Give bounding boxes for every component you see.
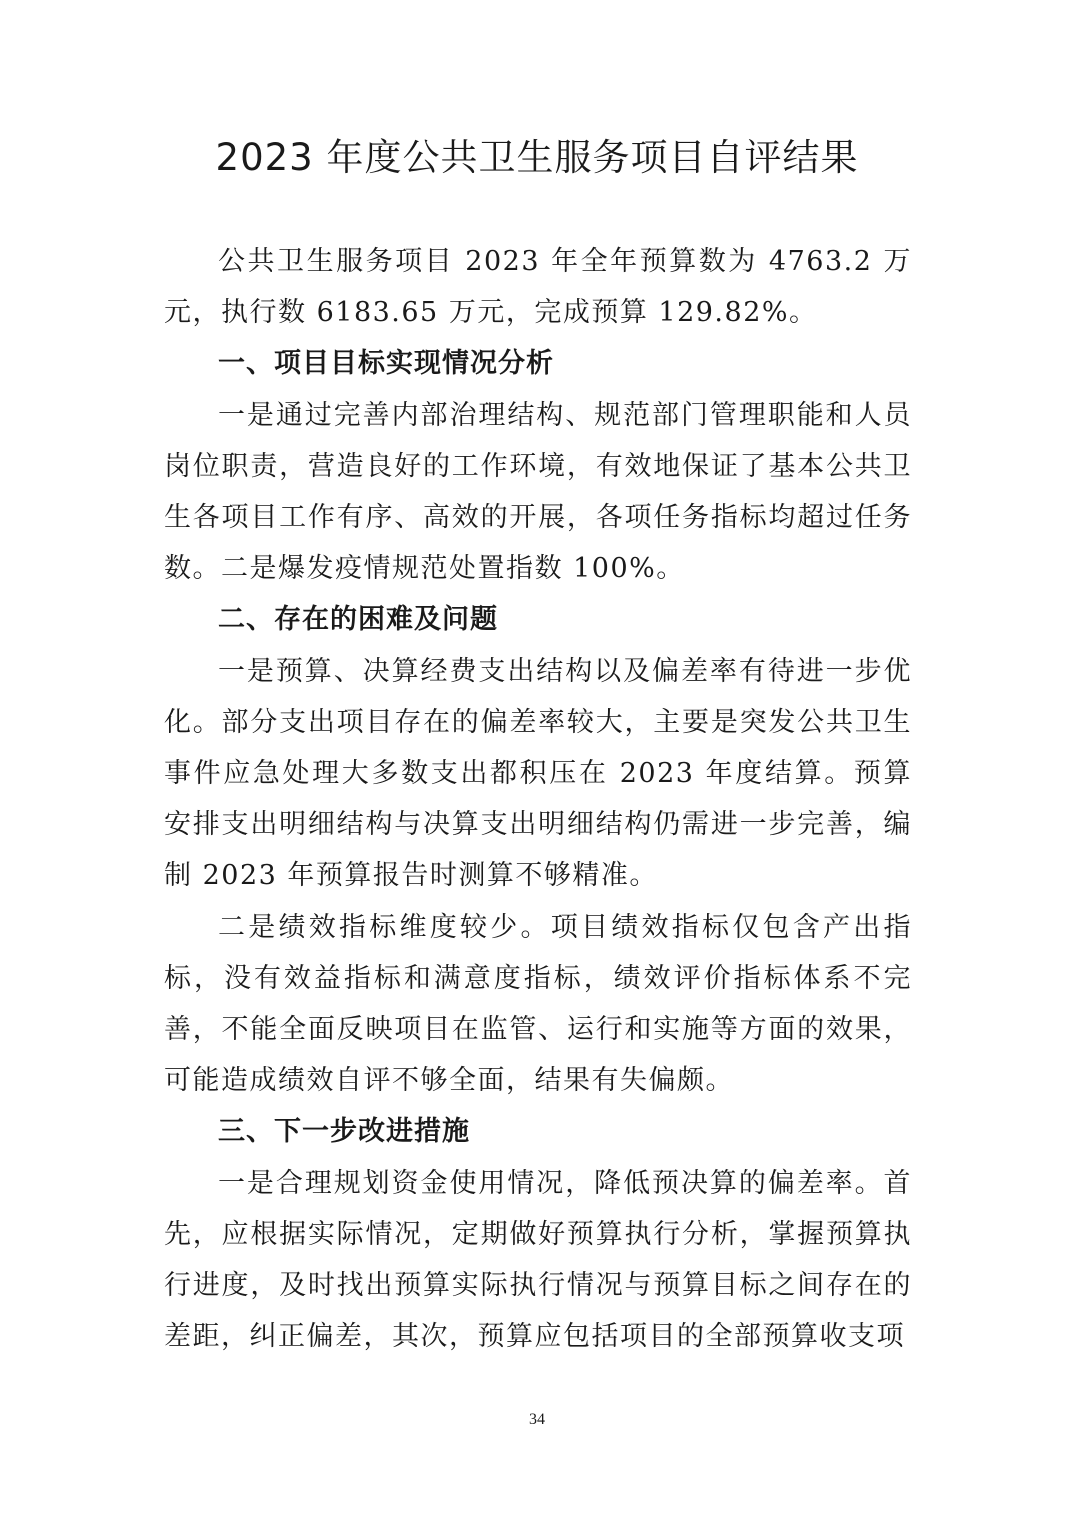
document-title: 2023 年度公共卫生服务项目自评结果 [215, 136, 859, 179]
section-heading-improvements: 三、下一步改进措施 [218, 1116, 470, 1148]
section-problems-paragraph-2: 二是绩效指标维度较少。项目绩效指标仅包含产出指标，没有效益指标和满意度指标，绩效评价指标体系不完善，不能全面反映项目在监管、运行和实施等方面的效果，可能造成绩效自评不够全面，结果有失偏颇。 [164, 911, 912, 1097]
section-goals-paragraph: 一是通过完善内部治理结构、规范部门管理职能和人员岗位职责，营造良好的工作环境，有效地保证了基本公共卫生各项目工作有序、高效的开展，各项任务指标均超过任务数。二是爆发疫情规范处置指数 100%。 [164, 399, 912, 585]
section-heading-problems: 二、存在的困难及问题 [218, 604, 498, 636]
section-improvements-paragraph: 一是合理规划资金使用情况，降低预决算的偏差率。首先，应根据实际情况，定期做好预算执行分析，掌握预算执行进度，及时找出预算实际执行情况与预算目标之间存在的差距，纠正偏差，其次，预算应包括项目的全部预算收支项 [164, 1167, 912, 1353]
page-number: 34 [529, 1411, 545, 1428]
section-problems-paragraph-1: 一是预算、决算经费支出结构以及偏差率有待进一步优化。部分支出项目存在的偏差率较大，主要是突发公共卫生事件应急处理大多数支出都积压在 2023 年度结算。预算安排支出明细结构与决算支出明细结构仍需进一步完善，编制 2023 年预算报告时测算不够精准。 [164, 655, 912, 892]
section-heading-goals: 一、项目目标实现情况分析 [218, 348, 554, 380]
intro-paragraph: 公共卫生服务项目 2023 年全年预算数为 4763.2 万元，执行数 6183.65 万元，完成预算 129.82%。 [164, 246, 912, 329]
document-body [164, 236, 912, 1362]
